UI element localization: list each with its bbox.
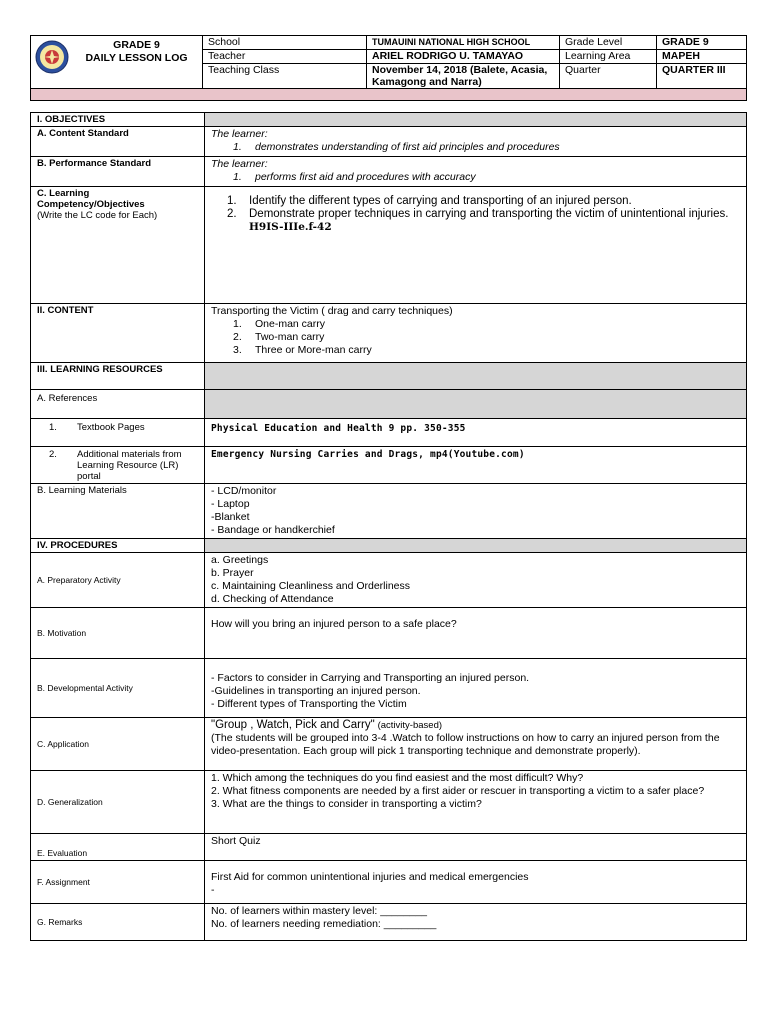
school-label: School: [203, 36, 367, 50]
evaluation-value: Short Quiz: [205, 834, 747, 861]
teacher-label: Teacher: [203, 50, 367, 64]
procedures-gray-cell: [205, 539, 747, 553]
assignment-dash: -: [211, 884, 215, 896]
material-item-1: - LCD/monitor: [211, 485, 277, 497]
material-item-3: -Blanket: [211, 511, 250, 523]
competency-label-line2: Competency/Objectives: [37, 199, 145, 210]
learning-area-value: MAPEH: [657, 50, 747, 64]
remarks-item-2: No. of learners needing remediation: _________: [211, 918, 437, 930]
competency-label-line1: C. Learning: [37, 188, 90, 199]
objectives-heading: I. OBJECTIVES: [31, 113, 205, 127]
additional-label-cell: 2. Additional materials from Learning Resource (LR) portal: [31, 447, 205, 484]
competency-item-2: Demonstrate proper techniques in carrying and transporting the victim of unintentional injuries.: [249, 208, 729, 220]
additional-value: Emergency Nursing Carries and Drags, mp4(Youtube.com): [205, 447, 747, 484]
developmental-label: B. Developmental Activity: [31, 659, 205, 718]
resources-gray-cell: [205, 363, 747, 390]
school-value: TUMAUINI NATIONAL HIGH SCHOOL: [367, 36, 560, 50]
content-standard-label: A. Content Standard: [31, 127, 205, 157]
performance-standard-item: performs first aid and procedures with accuracy: [255, 171, 476, 183]
materials-label: B. Learning Materials: [31, 484, 205, 539]
material-item-2: - Laptop: [211, 498, 250, 510]
performance-standard-intro: The learner:: [211, 158, 268, 170]
header-table: [30, 35, 747, 101]
generalization-item-1: 1. Which among the techniques do you find easiest and the most difficult? Why?: [211, 772, 584, 784]
motivation-label: B. Motivation: [31, 608, 205, 659]
content-cell: Transporting the Victim ( drag and carry techniques) 1. One-man carry 2. Two-man carry 3. Three or More-man carry: [205, 304, 747, 363]
performance-standard-cell: The learner: 1. performs first aid and procedures with accuracy: [205, 157, 747, 187]
application-label: C. Application: [31, 718, 205, 771]
material-item-4: - Bandage or handkerchief: [211, 524, 335, 536]
generalization-label: D. Generalization: [31, 771, 205, 834]
developmental-item-2: -Guidelines in transporting an injured person.: [211, 685, 421, 697]
quarter-value: QUARTER III: [657, 64, 747, 89]
title-line2: DAILY LESSON LOG: [85, 52, 188, 64]
application-cell: [205, 718, 747, 771]
title-line1: GRADE 9: [113, 39, 160, 51]
textbook-label-cell: 1. Textbook Pages: [31, 419, 205, 447]
evaluation-label: E. Evaluation: [31, 834, 205, 861]
application-note: (activity-based): [377, 720, 443, 731]
content-standard-item: demonstrates understanding of first aid principles and procedures: [255, 141, 560, 153]
textbook-value: Physical Education and Health 9 pp. 350-355: [205, 419, 747, 447]
grade-level-label: Grade Level: [560, 36, 657, 50]
teaching-class-value: November 14, 2018 (Balete, Acasia, Kamagong and Narra): [367, 64, 560, 89]
title-cell: [31, 36, 203, 89]
learning-area-label: Learning Area: [560, 50, 657, 64]
preparatory-item-4: d. Checking of Attendance: [211, 593, 334, 605]
developmental-item-3: - Different types of Transporting the Victim: [211, 698, 407, 710]
resources-heading: III. LEARNING RESOURCES: [31, 363, 205, 390]
quarter-label: Quarter: [560, 64, 657, 89]
lesson-table: [30, 112, 747, 941]
competency-cell: 1. Identify the different types of carrying and transporting of an injured person. 2. Demonstrate proper techniques in carrying and transporting the victim of unintentional injuries. H9IS-IIIe.f-42: [205, 187, 747, 304]
content-item-3: Three or More-man carry: [255, 344, 372, 356]
assignment-value: First Aid for common unintentional injuries and medical emergencies: [211, 871, 529, 883]
competency-label-cell: [31, 187, 205, 304]
preparatory-cell: [205, 553, 747, 608]
content-standard-cell: The learner: 1. demonstrates understanding of first aid principles and procedures: [205, 127, 747, 157]
content-topic: Transporting the Victim ( drag and carry techniques): [211, 305, 453, 317]
grade-level-value: GRADE 9: [657, 36, 747, 50]
generalization-cell: [205, 771, 747, 834]
materials-cell: [205, 484, 747, 539]
preparatory-item-1: a. Greetings: [211, 554, 269, 566]
teaching-class-label: Teaching Class: [203, 64, 367, 89]
assignment-cell: [205, 861, 747, 904]
performance-standard-label: B. Performance Standard: [31, 157, 205, 187]
remarks-label: G. Remarks: [31, 904, 205, 941]
deped-seal-icon: [35, 40, 69, 74]
developmental-cell: [205, 659, 747, 718]
header-color-bar: [31, 89, 747, 101]
competency-code: H9IS-IIIe.f-42: [249, 221, 332, 233]
developmental-item-1: - Factors to consider in Carrying and Transporting an injured person.: [211, 672, 530, 684]
objectives-gray-cell: [205, 113, 747, 127]
procedures-heading: IV. PROCEDURES: [31, 539, 205, 553]
generalization-item-2: 2. What fitness components are needed by a first aider or rescuer in transporting a victim to a safer place?: [211, 785, 705, 797]
content-item-2: Two-man carry: [255, 331, 325, 343]
remarks-cell: [205, 904, 747, 941]
preparatory-label: A. Preparatory Activity: [31, 553, 205, 608]
generalization-item-3: 3. What are the things to consider in transporting a victim?: [211, 798, 482, 810]
application-title: "Group , Watch, Pick and Carry": [211, 719, 375, 731]
content-item-1: One-man carry: [255, 318, 326, 330]
preparatory-item-2: b. Prayer: [211, 567, 254, 579]
content-heading: II. CONTENT: [31, 304, 205, 363]
remarks-item-1: No. of learners within mastery level: ________: [211, 905, 427, 917]
references-label: A. References: [31, 390, 205, 419]
content-standard-intro: The learner:: [211, 128, 268, 140]
competency-label-note: (Write the LC code for Each): [37, 210, 158, 221]
additional-label: Additional materials from Learning Resource (LR) portal: [77, 449, 182, 482]
textbook-label: Textbook Pages: [77, 422, 145, 433]
assignment-label: F. Assignment: [31, 861, 205, 904]
motivation-value: How will you bring an injured person to a safe place?: [205, 608, 747, 659]
references-gray-cell: [205, 390, 747, 419]
application-text: (The students will be grouped into 3-4 .Watch to follow instructions on how to carry an injured person from the video-presentation. Each group will pick 1 transporting technique and demonstrate properly).: [211, 732, 720, 757]
daily-lesson-log: [30, 35, 746, 941]
preparatory-item-3: c. Maintaining Cleanliness and Orderliness: [211, 580, 411, 592]
competency-item-1: Identify the different types of carrying and transporting of an injured person.: [249, 195, 632, 207]
teacher-value: ARIEL RODRIGO U. TAMAYAO: [367, 50, 560, 64]
